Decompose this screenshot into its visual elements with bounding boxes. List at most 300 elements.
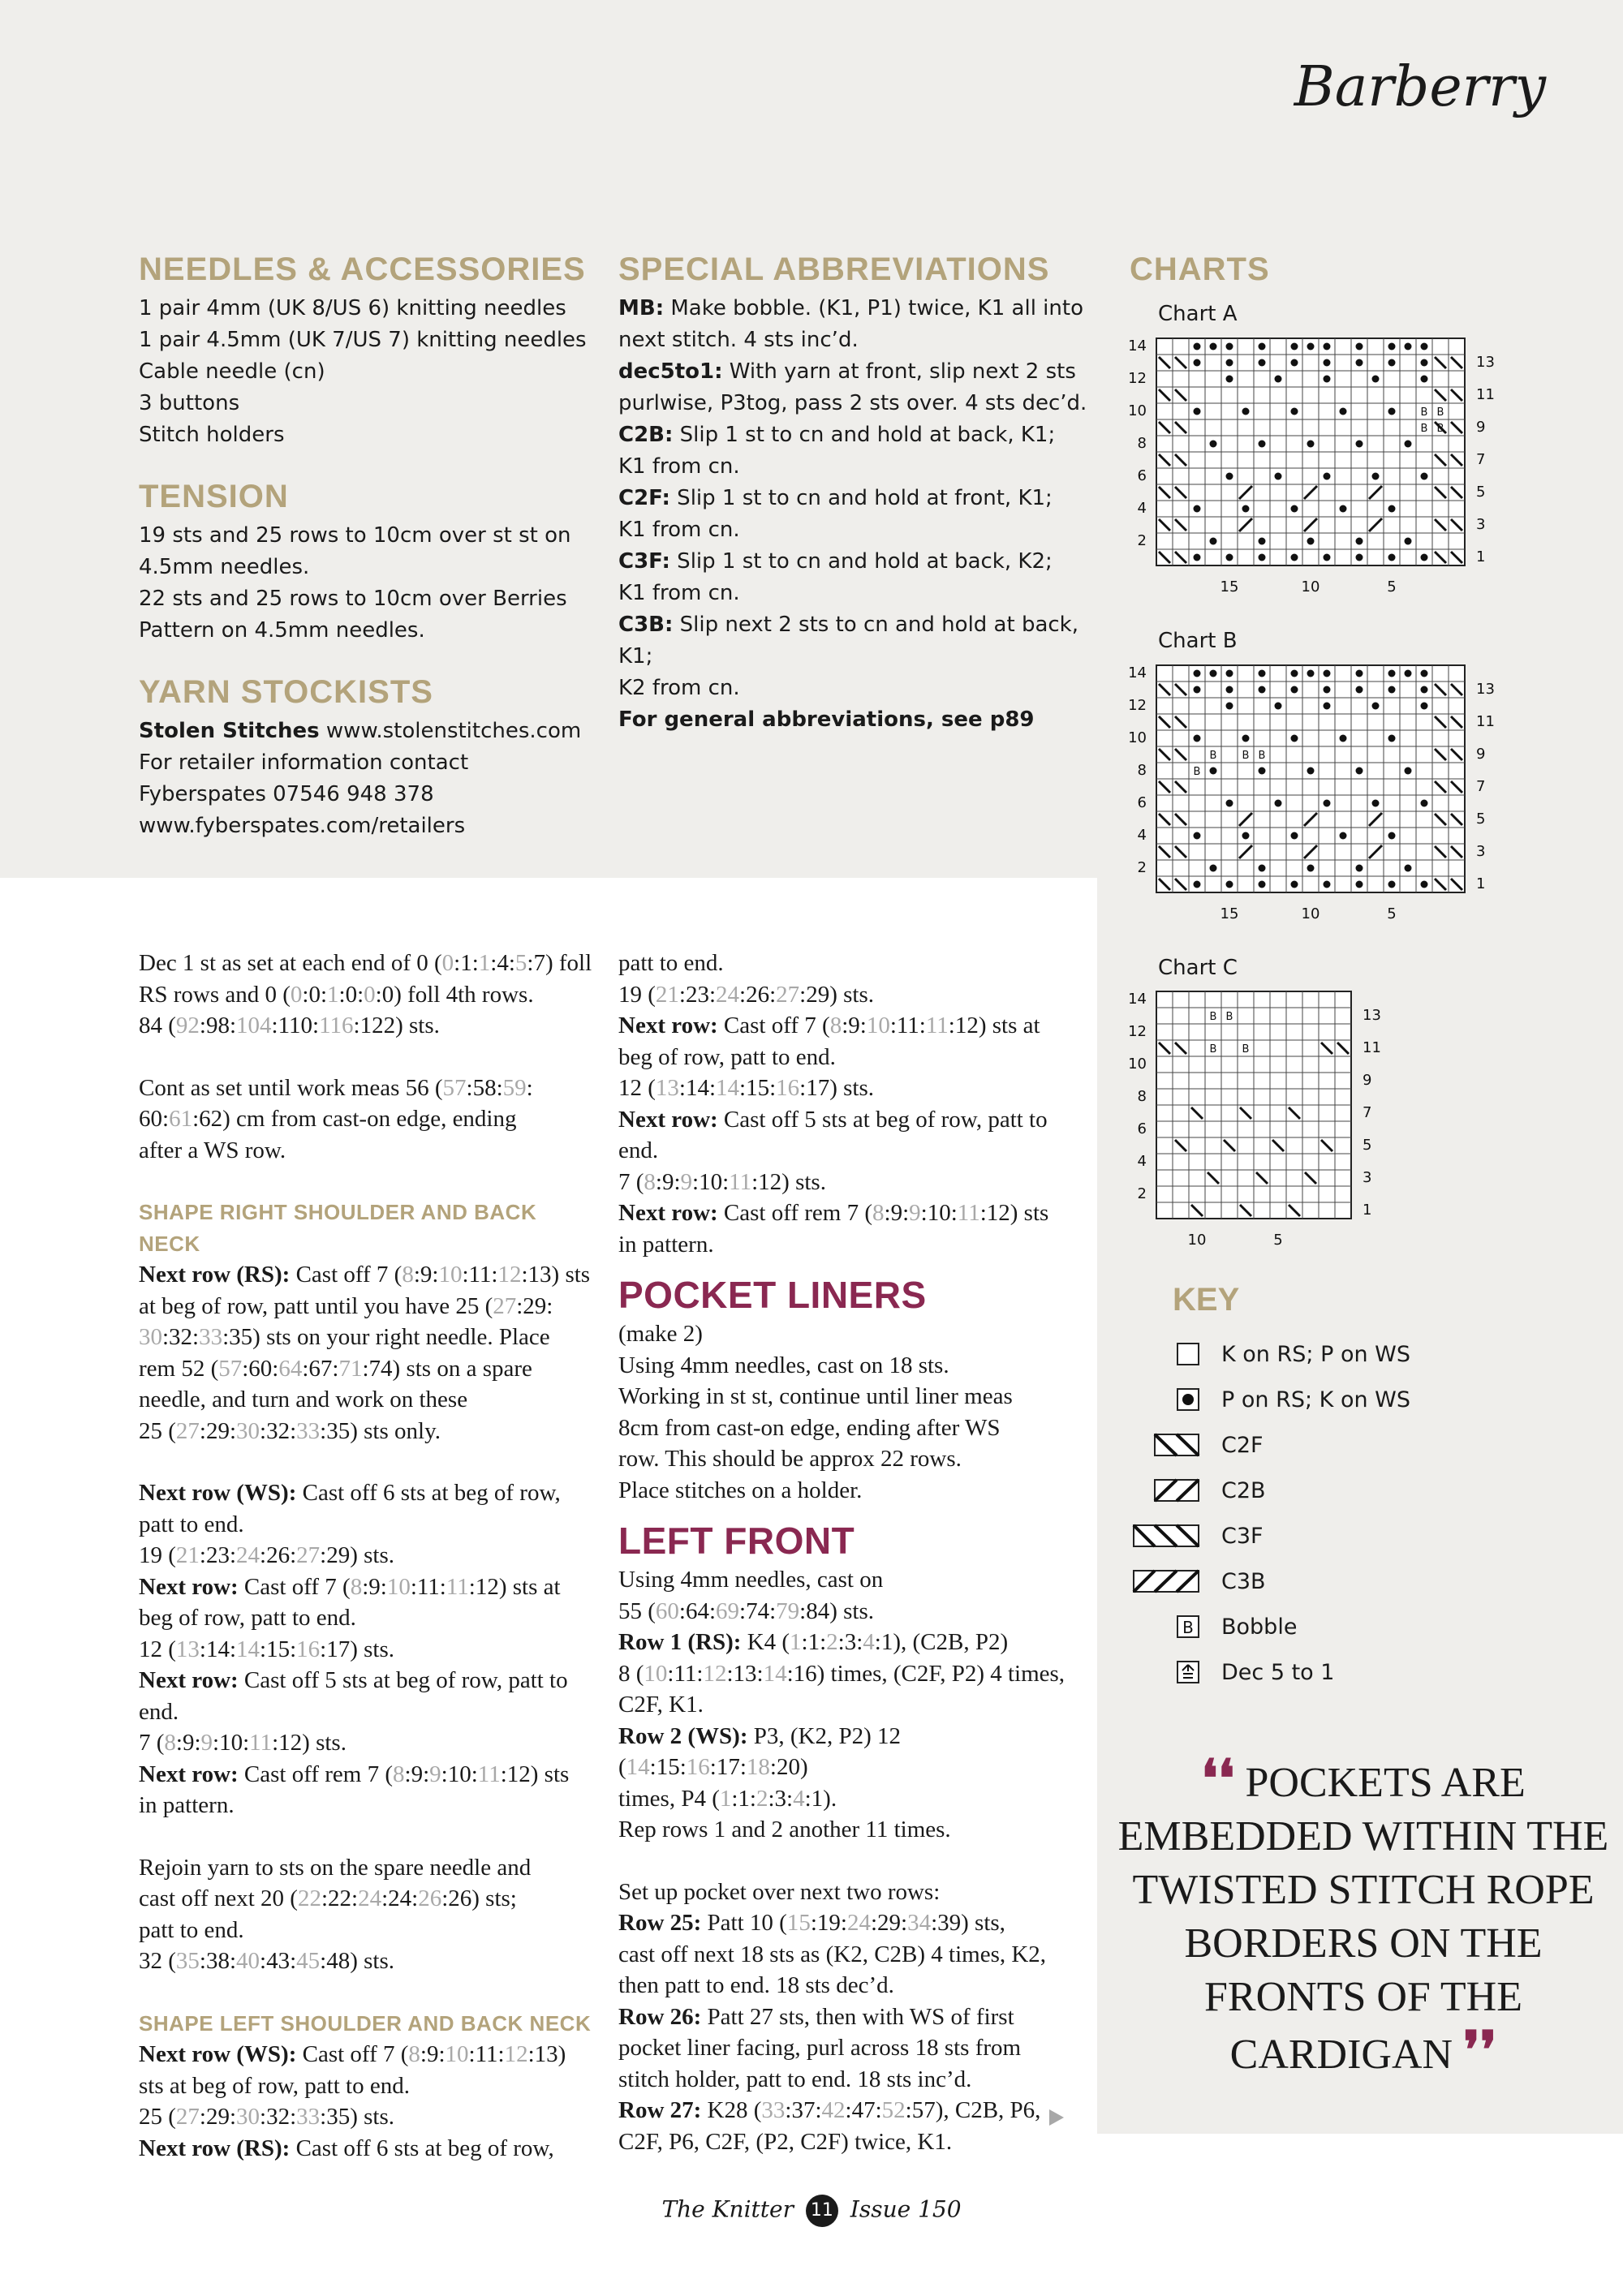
purl-dot [1226, 376, 1233, 383]
instructions-column-2 [618, 948, 1081, 2157]
instruction-line: 7 (8:9:9:10:11:12) sts. [618, 1168, 826, 1195]
purl-dot [1259, 441, 1266, 448]
instruction-line: 25 (27:29:30:32:33:35) sts. [139, 2104, 395, 2130]
purl-dot [1291, 343, 1298, 350]
chart-c-label: Chart C [1158, 956, 1238, 980]
instruction-line: Next row: Cast off 7 (8:9:10:11:11:12) sts at [618, 1013, 1040, 1038]
purl-dot [1324, 800, 1331, 807]
instruction-line: beg of row, patt to end. [618, 1043, 836, 1070]
bobble-mark: B [1258, 750, 1266, 762]
purl-dot [1356, 865, 1363, 872]
purl-dot [1291, 735, 1298, 742]
purl-dot [1194, 505, 1201, 513]
needles-item: Cable needle (cn) [139, 359, 325, 384]
row-label-left: 4 [1137, 1153, 1147, 1170]
row-label-left: 12 [1128, 370, 1147, 387]
instruction-line: Row 25: Patt 10 (15:19:24:29:34:39) sts, [618, 1910, 1005, 1936]
purl-dot [1372, 376, 1380, 383]
purl-dot [1210, 865, 1217, 872]
purl-dot [1340, 505, 1347, 513]
row-label-left: 10 [1128, 1056, 1147, 1073]
instruction-line: needle, and turn and work on these [139, 1387, 468, 1412]
instruction-line: Next row (RS): Cast off 6 sts at beg of row, [139, 2135, 554, 2161]
row-label-left: 12 [1128, 1023, 1147, 1040]
instruction-line: patt to end. [618, 950, 724, 976]
col-label: 10 [1187, 1232, 1207, 1249]
abbrev-heading: SPECIAL ABBREVIATIONS [618, 252, 1050, 287]
instruction-line: 19 (21:23:24:26:27:29) sts. [139, 1542, 395, 1568]
row-label-right: 13 [1476, 354, 1495, 371]
purl-dot [1259, 670, 1266, 677]
purl-dot [1226, 686, 1233, 694]
purl-dot [1291, 670, 1298, 677]
tension-line: 22 sts and 25 rows to 10cm over Berries [139, 587, 567, 611]
col-label: 5 [1387, 905, 1397, 922]
purl-dot [1210, 343, 1217, 350]
page-footer [0, 2195, 1623, 2227]
purl-dot [1291, 554, 1298, 561]
instruction-line: Dec 1 st as set at each end of 0 (0:1:1:4:5:7) foll [139, 950, 592, 976]
row-label-left: 10 [1128, 402, 1147, 419]
dec5to1-icon [1132, 1658, 1205, 1688]
purl-dot [1194, 832, 1201, 840]
purl-dot [1388, 881, 1396, 888]
needles-heading: NEEDLES & ACCESSORIES [139, 252, 586, 287]
row-label-right: 7 [1363, 1104, 1372, 1121]
row-label-right: 5 [1476, 810, 1486, 828]
needles-list [139, 293, 593, 451]
row-label-left: 6 [1137, 467, 1147, 484]
purl-dot [1421, 800, 1428, 807]
purl-dot [1388, 408, 1396, 415]
purl-dot [1421, 703, 1428, 710]
purl-dot [1324, 473, 1331, 480]
instruction-line: Next row (WS): Cast off 6 sts at beg of row, [139, 1480, 561, 1506]
instruction-line: Next row (RS): Cast off 7 (8:9:10:11:12:13) sts [139, 1262, 591, 1288]
row-label-right: 13 [1363, 1007, 1381, 1024]
purl-dot [1388, 343, 1396, 350]
instruction-line: C2F, P6, C2F, (P2, C2F) twice, K1. [618, 2128, 953, 2155]
row-label-left: 8 [1137, 762, 1147, 779]
purl-dot [1307, 441, 1315, 448]
instruction-line: Using 4mm needles, cast on 18 sts. [618, 1352, 949, 1378]
instruction-line: end. [139, 1698, 179, 1725]
row-label-left: 14 [1128, 338, 1147, 355]
purl-dot [1307, 767, 1315, 775]
stockist-url: www.stolenstitches.com [319, 719, 582, 743]
row-label-right: 9 [1476, 746, 1486, 763]
instruction-line: 30:32:33:35) sts on your right needle. Place [139, 1324, 550, 1350]
row-label-right: 13 [1476, 681, 1495, 698]
instruction-line: 25 (27:29:30:32:33:35) sts only. [139, 1417, 441, 1444]
abbrev-line: K1 from cn. [618, 518, 740, 542]
purl-dot [1324, 703, 1331, 710]
abbrev-line: C2F: Slip 1 st to cn and hold at front, K1; [618, 486, 1053, 510]
purl-dot [1194, 343, 1201, 350]
row-label-right: 5 [1476, 484, 1486, 501]
c3b-icon [1132, 1567, 1205, 1597]
purl-dot [1194, 686, 1201, 694]
instruction-line: then patt to end. 18 sts dec’d. [618, 1972, 894, 1998]
row-label-left: 10 [1128, 729, 1147, 746]
purl-dot [1405, 538, 1412, 545]
instruction-line: pocket liner facing, purl across 18 sts from [618, 2035, 1022, 2061]
section-subheading: SHAPE RIGHT SHOULDER AND BACK NECK [139, 1200, 537, 1256]
purl-dot [1324, 686, 1331, 694]
purl-dot [1291, 832, 1298, 840]
instruction-line: times, P4 (1:1:2:3:4:1). [618, 1785, 837, 1812]
row-label-left: 4 [1137, 827, 1147, 844]
c2b-icon [1132, 1477, 1205, 1506]
stockist-name: Stolen Stitches [139, 719, 320, 743]
instruction-line: 8 (10:11:12:13:14:16) times, (C2F, P2) 4 times, [618, 1660, 1065, 1687]
instruction-line: (make 2) [618, 1321, 703, 1347]
needles-item: Stitch holders [139, 423, 285, 447]
instruction-line: 55 (60:64:69:74:79:84) sts. [618, 1597, 875, 1624]
instruction-line: cast off next 20 (22:22:24:24:26:26) sts; [139, 1885, 517, 1911]
purl-dot [1242, 735, 1250, 742]
purl-dot [1405, 767, 1412, 775]
instruction-line: Using 4mm needles, cast on [618, 1567, 884, 1593]
key-heading: KEY [1173, 1282, 1240, 1318]
bobble-icon [1132, 1613, 1205, 1642]
instruction-line: 8cm from cast-on edge, ending after WS [618, 1414, 1001, 1441]
purl-dot [1194, 881, 1201, 888]
row-label-right: 5 [1363, 1137, 1372, 1154]
row-label-right: 9 [1476, 419, 1486, 436]
instruction-line: Next row (WS): Cast off 7 (8:9:10:11:12:13) [139, 2041, 566, 2067]
abbrev-line: K1 from cn. [618, 454, 740, 479]
open-quote-icon: ❛❛ [1201, 1750, 1235, 1808]
instruction-line: Next row: Cast off 7 (8:9:10:11:11:12) sts at [139, 1573, 561, 1600]
abbrev-line: K1 from cn. [618, 581, 740, 605]
instruction-line: end. [618, 1137, 659, 1163]
tension-line: 4.5mm needles. [139, 555, 310, 579]
purl-dot [1307, 670, 1315, 677]
bobble-mark: B [1242, 750, 1250, 762]
instruction-line: beg of row, patt to end. [139, 1605, 356, 1631]
row-label-left: 2 [1137, 532, 1147, 549]
instruction-line: C2F, K1. [618, 1692, 704, 1718]
instruction-line: RS rows and 0 (0:0:1:0:0:0) foll 4th rows. [139, 981, 534, 1008]
purl-dot [1388, 554, 1396, 561]
col-label: 15 [1220, 905, 1239, 922]
purl-dot [1259, 686, 1266, 694]
tension-heading: TENSION [139, 479, 289, 514]
purl-dot [1356, 441, 1363, 448]
purl-dot [1259, 359, 1266, 367]
purl-dot [1421, 670, 1428, 677]
instruction-line: 32 (35:38:40:43:45:48) sts. [139, 1948, 395, 1974]
purl-dot [1388, 359, 1396, 367]
svg-text:B: B [1182, 1618, 1194, 1637]
instruction-line: after a WS row. [139, 1137, 286, 1163]
instruction-line: Next row: Cast off rem 7 (8:9:9:10:11:12) sts [618, 1200, 1049, 1226]
purl-dot [1275, 376, 1282, 383]
purl-dot [1356, 686, 1363, 694]
row-label-right: 1 [1476, 875, 1486, 892]
needles-item: 3 buttons [139, 391, 240, 415]
purl-dot [1356, 554, 1363, 561]
col-label: 5 [1273, 1232, 1283, 1249]
purl-dot [1388, 735, 1396, 742]
col-label: 15 [1220, 578, 1239, 595]
row-label-right: 1 [1476, 548, 1486, 565]
yarn-text [139, 716, 593, 842]
purl-dot [1275, 473, 1282, 480]
purl-dot [1372, 800, 1380, 807]
bobble-mark: B [1436, 406, 1444, 419]
purl-dot [1372, 473, 1380, 480]
tension-text [139, 520, 593, 647]
magazine-name: The Knitter [661, 2195, 794, 2223]
purl-dot [1291, 408, 1298, 415]
instruction-line: Rep rows 1 and 2 another 11 times. [618, 1817, 951, 1842]
bobble-mark: B [1420, 406, 1428, 419]
purl-dot [1291, 686, 1298, 694]
purl-dot [1259, 538, 1266, 545]
purl-dot [1405, 441, 1412, 448]
abbrev-line: C3F: Slip 1 st to cn and hold at back, K2; [618, 549, 1053, 574]
col-label: 10 [1301, 905, 1320, 922]
instruction-line: Rejoin yarn to sts on the spare needle and [139, 1854, 532, 1881]
purl-dot [1388, 670, 1396, 677]
c3f-icon [1132, 1522, 1205, 1551]
abbrev-column [618, 252, 1089, 736]
chart-c [1124, 982, 1400, 1258]
purl-dot [1291, 505, 1298, 513]
bobble-mark: B [1209, 750, 1217, 762]
dot-square-icon [1132, 1386, 1205, 1415]
purl-dot [1210, 670, 1217, 677]
abbrev-line: C2B: Slip 1 st to cn and hold at back, K1; [618, 423, 1056, 447]
purl-dot [1324, 554, 1331, 561]
purl-dot [1372, 703, 1380, 710]
row-label-right: 9 [1363, 1072, 1372, 1089]
purl-dot [1340, 735, 1347, 742]
purl-dot [1307, 538, 1315, 545]
instruction-line: 84 (92:98:104:110:116:122) sts. [139, 1013, 440, 1038]
row-label-right: 11 [1363, 1039, 1381, 1056]
row-label-right: 1 [1363, 1202, 1372, 1219]
purl-dot [1275, 800, 1282, 807]
purl-dot [1388, 832, 1396, 840]
purl-dot [1340, 832, 1347, 840]
purl-dot [1194, 554, 1201, 561]
chart-a [1124, 329, 1497, 604]
instruction-line: row. This should be approx 22 rows. [618, 1446, 962, 1472]
col-label: 5 [1387, 578, 1397, 595]
row-label-left: 8 [1137, 1088, 1147, 1105]
instruction-line: 12 (13:14:14:15:16:17) sts. [618, 1075, 875, 1101]
purl-dot [1405, 343, 1412, 350]
bobble-mark: B [1209, 1043, 1217, 1056]
purl-dot [1194, 735, 1201, 742]
yarn-line: For retailer information contact [139, 750, 469, 775]
purl-dot [1356, 881, 1363, 888]
instruction-line: stitch holder, patt to end. 18 sts inc’d. [618, 2066, 972, 2092]
purl-dot [1226, 703, 1233, 710]
row-label-left: 6 [1137, 794, 1147, 811]
purl-dot [1210, 441, 1217, 448]
purl-dot [1259, 554, 1266, 561]
bobble-mark: B [1193, 766, 1201, 778]
needles-item: 1 pair 4.5mm (UK 7/US 7) knitting needles [139, 328, 587, 352]
purl-dot [1194, 359, 1201, 367]
purl-dot [1242, 832, 1250, 840]
purl-dot [1324, 376, 1331, 383]
purl-dot [1405, 670, 1412, 677]
row-label-left: 6 [1137, 1120, 1147, 1137]
purl-dot [1388, 686, 1396, 694]
instruction-line: Row 1 (RS): K4 (1:1:2:3:4:1), (C2B, P2) [618, 1629, 1009, 1655]
row-label-right: 11 [1476, 386, 1495, 403]
bobble-mark: B [1242, 1043, 1250, 1056]
bobble-mark: B [1420, 423, 1428, 435]
instruction-line: at beg of row, patt until you have 25 (27:29: [139, 1292, 553, 1319]
purl-dot [1259, 865, 1266, 872]
abbrev-line: K2 from cn. [618, 676, 740, 700]
purl-dot [1226, 670, 1233, 677]
purl-dot [1421, 554, 1428, 561]
row-label-right: 3 [1476, 516, 1486, 533]
pocket-liners-heading: POCKET LINERS [618, 1274, 927, 1316]
page-number: 11 [806, 2195, 838, 2227]
instruction-line: rem 52 (57:60:64:67:71:74) sts on a spare [139, 1355, 532, 1382]
instruction-line: 7 (8:9:9:10:11:12) sts. [139, 1730, 347, 1756]
instruction-line: 12 (13:14:14:15:16:17) sts. [139, 1636, 395, 1662]
row-label-right: 3 [1476, 843, 1486, 860]
instruction-line: Row 27: K28 (33:37:42:47:52:57), C2B, P6, [618, 2097, 1041, 2123]
col-label: 10 [1301, 578, 1320, 595]
bobble-mark: B [1436, 423, 1444, 435]
purl-dot [1356, 343, 1363, 350]
tension-line: 19 sts and 25 rows to 10cm over st st on [139, 523, 571, 548]
purl-dot [1242, 505, 1250, 513]
blank-square-icon [1132, 1340, 1205, 1369]
purl-dot [1388, 505, 1396, 513]
chart-b-label: Chart B [1158, 629, 1238, 653]
instruction-line: in pattern. [618, 1231, 714, 1258]
abbrev-line: C3B: Slip next 2 sts to cn and hold at back, K1; [618, 613, 1079, 669]
purl-dot [1324, 359, 1331, 367]
instruction-line: Next row: Cast off 5 sts at beg of row, patt to [618, 1106, 1048, 1133]
section-subheading: SHAPE LEFT SHOULDER AND BACK NECK [139, 2010, 592, 2036]
purl-dot [1226, 359, 1233, 367]
purl-dot [1421, 881, 1428, 888]
row-label-left: 14 [1128, 991, 1147, 1008]
chart-a-label: Chart A [1158, 302, 1238, 326]
yarn-heading: YARN STOCKISTS [139, 674, 433, 710]
purl-dot [1405, 865, 1412, 872]
instruction-line: Row 26: Patt 27 sts, then with WS of first [618, 2003, 1014, 2030]
instruction-line: Next row: Cast off rem 7 (8:9:9:10:11:12) sts [139, 1761, 570, 1787]
instruction-line: Working in st st, continue until liner meas [618, 1383, 1013, 1409]
instruction-line: Set up pocket over next two rows: [618, 1878, 941, 1905]
purl-dot [1421, 686, 1428, 694]
instruction-line: Row 2 (WS): P3, (K2, P2) 12 (14:15:16:17:18:20) [618, 1722, 902, 1780]
row-label-right: 3 [1363, 1169, 1372, 1186]
purl-dot [1356, 767, 1363, 775]
pull-quote [1112, 1752, 1615, 2082]
purl-dot [1259, 343, 1266, 350]
abbrev-line: dec5to1: With yarn at front, slip next 2 sts [618, 359, 1076, 384]
purl-dot [1226, 473, 1233, 480]
row-label-left: 2 [1137, 859, 1147, 876]
abbrev-line: purlwise, P3tog, pass 2 sts over. 4 sts dec’d. [618, 391, 1087, 415]
purl-dot [1194, 670, 1201, 677]
row-label-left: 14 [1128, 664, 1147, 681]
purl-dot [1356, 670, 1363, 677]
pattern-title: Barberry [1294, 55, 1546, 119]
instruction-line: 60:61:62) cm from cast-on edge, ending [139, 1106, 517, 1132]
purl-dot [1226, 800, 1233, 807]
purl-dot [1356, 538, 1363, 545]
instruction-line: Cont as set until work meas 56 (57:58:59: [139, 1074, 533, 1101]
purl-dot [1340, 408, 1347, 415]
abbrev-line: MB: Make bobble. (K1, P1) twice, K1 all into [618, 296, 1083, 320]
instruction-line: sts at beg of row, patt to end. [139, 2072, 410, 2099]
yarn-line: Fyberspates 07546 948 378 [139, 782, 434, 806]
purl-dot [1291, 359, 1298, 367]
instructions-column-1 [139, 948, 597, 2164]
row-label-right: 7 [1476, 778, 1486, 795]
purl-dot [1210, 767, 1217, 775]
row-label-left: 12 [1128, 697, 1147, 714]
continue-arrow-icon [1049, 2109, 1064, 2126]
tension-line: Pattern on 4.5mm needles. [139, 618, 425, 643]
purl-dot [1324, 881, 1331, 888]
chart-b [1124, 656, 1497, 931]
purl-dot [1291, 881, 1298, 888]
row-label-left: 4 [1137, 500, 1147, 517]
left-front-heading: LEFT FRONT [618, 1520, 855, 1562]
purl-dot [1421, 359, 1428, 367]
purl-dot [1324, 343, 1331, 350]
purl-dot [1356, 359, 1363, 367]
charts-heading: CHARTS [1130, 252, 1270, 287]
purl-dot [1259, 881, 1266, 888]
purl-dot [1421, 376, 1428, 383]
issue-number: Issue 150 [850, 2195, 962, 2223]
instruction-line: 19 (21:23:24:26:27:29) sts. [618, 981, 875, 1008]
purl-dot [1307, 865, 1315, 872]
row-label-left: 2 [1137, 1185, 1147, 1202]
purl-dot [1324, 670, 1331, 677]
yarn-line: www.fyberspates.com/retailers [139, 814, 466, 838]
row-label-left: 8 [1137, 435, 1147, 452]
bobble-mark: B [1225, 1011, 1233, 1023]
needles-item: 1 pair 4mm (UK 8/US 6) knitting needles [139, 296, 566, 320]
purl-dot [1421, 473, 1428, 480]
purl-dot [1226, 881, 1233, 888]
info-column [139, 252, 593, 842]
instruction-line: Next row: Cast off 5 sts at beg of row, patt to [139, 1667, 568, 1693]
purl-dot [1275, 703, 1282, 710]
purl-dot [1307, 343, 1315, 350]
purl-dot [1210, 538, 1217, 545]
abbrev-text [618, 293, 1089, 736]
instruction-line: in pattern. [139, 1792, 235, 1818]
abbrev-general: For general abbreviations, see p89 [618, 707, 1035, 732]
row-label-right: 11 [1476, 713, 1495, 730]
bobble-mark: B [1209, 1011, 1217, 1023]
purl-dot [1194, 408, 1201, 415]
instruction-line: cast off next 18 sts as (K2, C2B) 4 times, K2, [618, 1941, 1047, 1967]
purl-dot [1226, 343, 1233, 350]
c2f-icon [1132, 1431, 1205, 1460]
instruction-line: patt to end. [139, 1511, 244, 1537]
